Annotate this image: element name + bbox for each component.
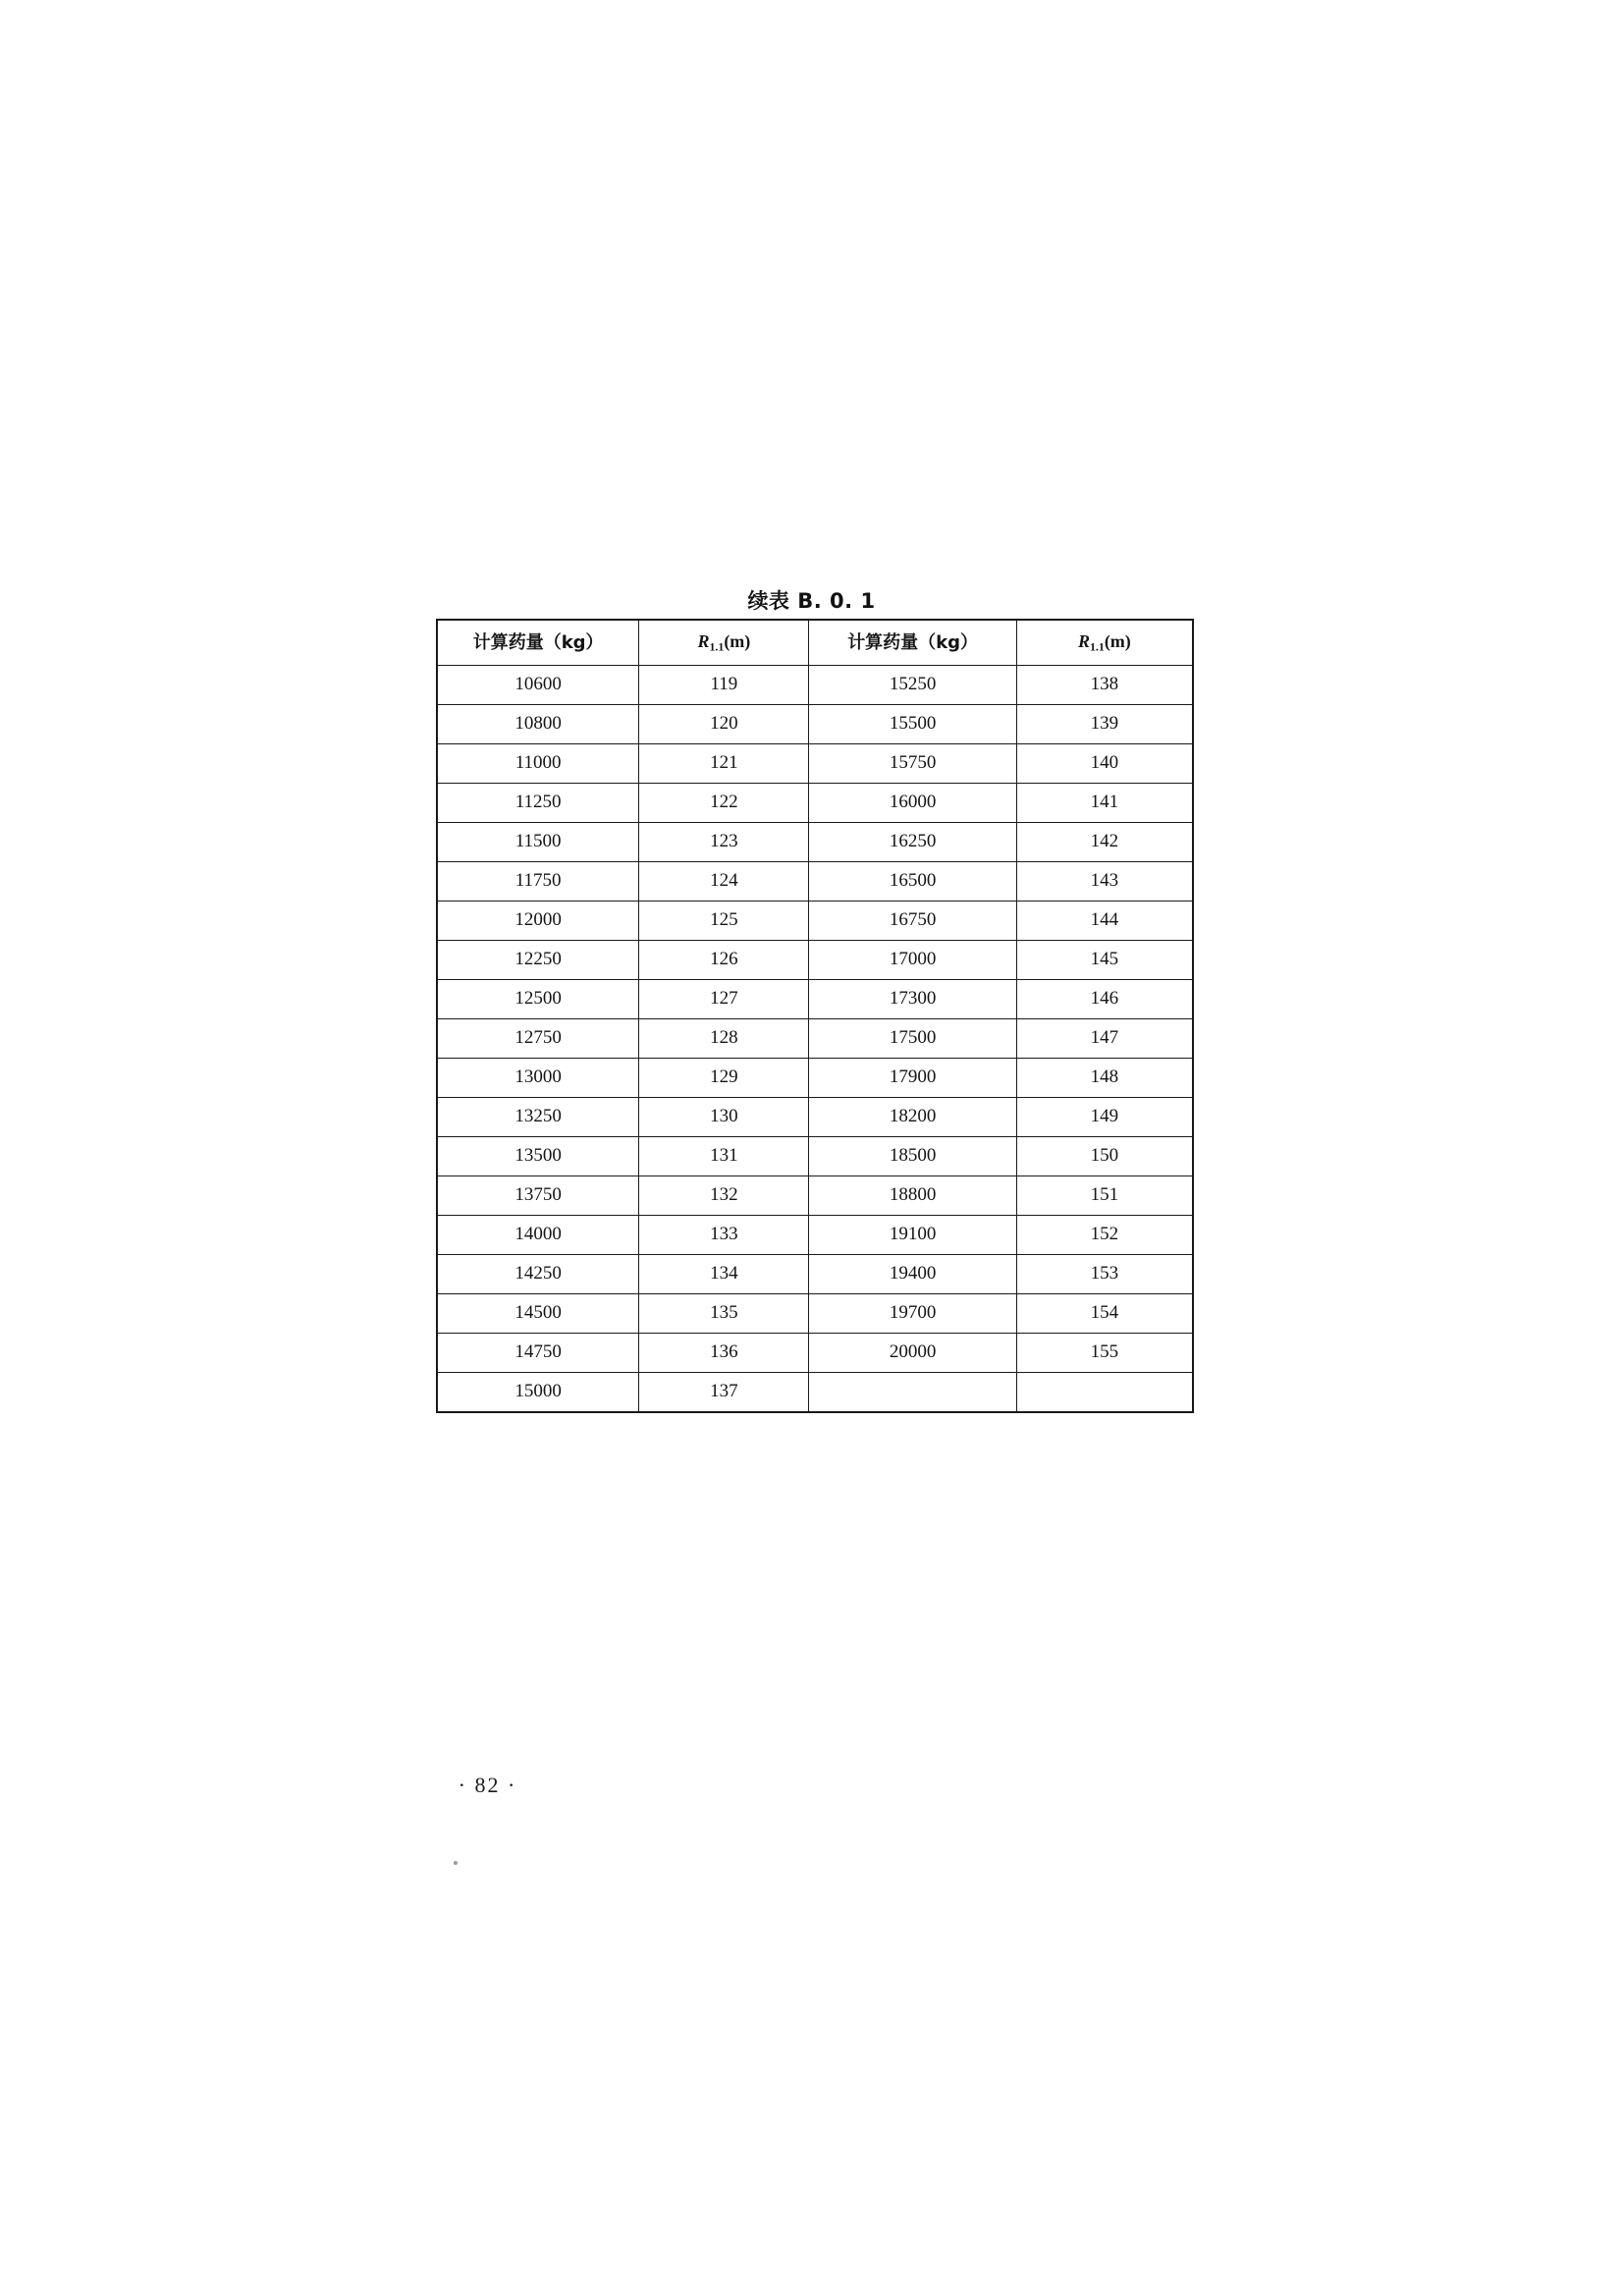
cell-charge-2: 19100 <box>809 1216 1016 1255</box>
cell-radius-1: 123 <box>639 823 809 862</box>
cell-radius-2: 145 <box>1016 941 1192 980</box>
header-radius-2-symbol: R <box>1077 630 1090 651</box>
cell-charge-1: 13000 <box>438 1059 639 1098</box>
table-row <box>438 1176 1193 1216</box>
table-row <box>438 784 1193 823</box>
cell-charge-1: 10800 <box>438 705 639 744</box>
cell-charge-2: 15750 <box>809 744 1016 784</box>
cell-radius-1: 120 <box>639 705 809 744</box>
table-row <box>438 1294 1193 1334</box>
cell-radius-1: 132 <box>639 1176 809 1216</box>
table-row <box>438 705 1193 744</box>
cell-radius-1: 126 <box>639 941 809 980</box>
cell-charge-1: 12250 <box>438 941 639 980</box>
header-radius-1-symbol: R <box>697 630 710 651</box>
cell-radius-2: 151 <box>1016 1176 1192 1216</box>
cell-charge-2: 18200 <box>809 1098 1016 1137</box>
cell-radius-2: 138 <box>1016 666 1192 705</box>
cell-charge-2: 17000 <box>809 941 1016 980</box>
cell-radius-1: 129 <box>639 1059 809 1098</box>
cell-charge-1: 14000 <box>438 1216 639 1255</box>
table-row <box>438 1098 1193 1137</box>
cell-charge-2: 17500 <box>809 1019 1016 1059</box>
cell-charge-1: 11750 <box>438 862 639 902</box>
cell-radius-2: 144 <box>1016 902 1192 941</box>
cell-charge-2: 16500 <box>809 862 1016 902</box>
cell-charge-1: 15000 <box>438 1373 639 1412</box>
header-charge-2: 计算药量（kg） <box>809 621 1016 666</box>
cell-charge-1: 14500 <box>438 1294 639 1334</box>
table-row <box>438 1137 1193 1176</box>
cell-charge-1: 12000 <box>438 902 639 941</box>
table-row <box>438 862 1193 902</box>
cell-radius-2 <box>1016 1373 1192 1412</box>
cell-charge-2: 15500 <box>809 705 1016 744</box>
cell-charge-2: 15250 <box>809 666 1016 705</box>
table-row <box>438 823 1193 862</box>
cell-radius-1: 135 <box>639 1294 809 1334</box>
cell-radius-1: 122 <box>639 784 809 823</box>
header-radius-2 <box>1016 621 1192 666</box>
cell-radius-2: 148 <box>1016 1059 1192 1098</box>
table-body <box>438 666 1193 1412</box>
cell-charge-2: 19700 <box>809 1294 1016 1334</box>
stray-mark <box>454 1861 458 1865</box>
cell-charge-2: 16250 <box>809 823 1016 862</box>
page-number: · 82 · <box>458 1773 517 1797</box>
cell-charge-1: 11250 <box>438 784 639 823</box>
table-row <box>438 980 1193 1019</box>
cell-radius-2: 153 <box>1016 1255 1192 1294</box>
cell-charge-2: 16750 <box>809 902 1016 941</box>
header-radius-1-unit: (m) <box>724 630 751 651</box>
cell-charge-2: 18500 <box>809 1137 1016 1176</box>
cell-charge-1: 14250 <box>438 1255 639 1294</box>
cell-charge-1: 12500 <box>438 980 639 1019</box>
cell-radius-2: 140 <box>1016 744 1192 784</box>
cell-charge-1: 12750 <box>438 1019 639 1059</box>
cell-charge-2 <box>809 1373 1016 1412</box>
cell-radius-1: 130 <box>639 1098 809 1137</box>
cell-radius-2: 152 <box>1016 1216 1192 1255</box>
table-row <box>438 1216 1193 1255</box>
cell-radius-1: 121 <box>639 744 809 784</box>
cell-radius-1: 125 <box>639 902 809 941</box>
cell-charge-1: 13500 <box>438 1137 639 1176</box>
table-row <box>438 941 1193 980</box>
cell-radius-2: 154 <box>1016 1294 1192 1334</box>
cell-charge-1: 10600 <box>438 666 639 705</box>
table-row <box>438 1059 1193 1098</box>
cell-radius-2: 146 <box>1016 980 1192 1019</box>
cell-charge-2: 19400 <box>809 1255 1016 1294</box>
table-row <box>438 1334 1193 1373</box>
cell-radius-1: 128 <box>639 1019 809 1059</box>
header-radius-2-subscript: 1.1 <box>1089 639 1105 654</box>
header-radius-1-subscript: 1.1 <box>709 639 725 654</box>
table-row <box>438 1019 1193 1059</box>
cell-radius-2: 143 <box>1016 862 1192 902</box>
cell-radius-2: 149 <box>1016 1098 1192 1137</box>
cell-radius-2: 139 <box>1016 705 1192 744</box>
table-container <box>436 619 1194 1413</box>
cell-radius-2: 147 <box>1016 1019 1192 1059</box>
cell-radius-1: 136 <box>639 1334 809 1373</box>
header-radius-1 <box>639 621 809 666</box>
table-row <box>438 744 1193 784</box>
cell-radius-2: 142 <box>1016 823 1192 862</box>
cell-charge-2: 16000 <box>809 784 1016 823</box>
cell-charge-1: 14750 <box>438 1334 639 1373</box>
cell-radius-1: 134 <box>639 1255 809 1294</box>
cell-charge-2: 17300 <box>809 980 1016 1019</box>
cell-charge-2: 18800 <box>809 1176 1016 1216</box>
cell-charge-2: 20000 <box>809 1334 1016 1373</box>
cell-radius-2: 141 <box>1016 784 1192 823</box>
table-row <box>438 902 1193 941</box>
table-caption: 续表 B. 0. 1 <box>747 589 876 613</box>
cell-charge-1: 11500 <box>438 823 639 862</box>
cell-radius-2: 150 <box>1016 1137 1192 1176</box>
table-header-row <box>438 621 1193 666</box>
cell-charge-2: 17900 <box>809 1059 1016 1098</box>
table-row <box>438 666 1193 705</box>
cell-radius-1: 124 <box>639 862 809 902</box>
cell-charge-1: 13250 <box>438 1098 639 1137</box>
header-charge-1: 计算药量（kg） <box>438 621 639 666</box>
cell-charge-1: 13750 <box>438 1176 639 1216</box>
cell-radius-1: 137 <box>639 1373 809 1412</box>
cell-radius-1: 131 <box>639 1137 809 1176</box>
cell-charge-1: 11000 <box>438 744 639 784</box>
cell-radius-1: 133 <box>639 1216 809 1255</box>
charge-distance-table <box>437 620 1193 1412</box>
table-row <box>438 1373 1193 1412</box>
table-row <box>438 1255 1193 1294</box>
cell-radius-1: 127 <box>639 980 809 1019</box>
cell-radius-1: 119 <box>639 666 809 705</box>
header-radius-2-unit: (m) <box>1104 630 1131 651</box>
cell-radius-2: 155 <box>1016 1334 1192 1373</box>
